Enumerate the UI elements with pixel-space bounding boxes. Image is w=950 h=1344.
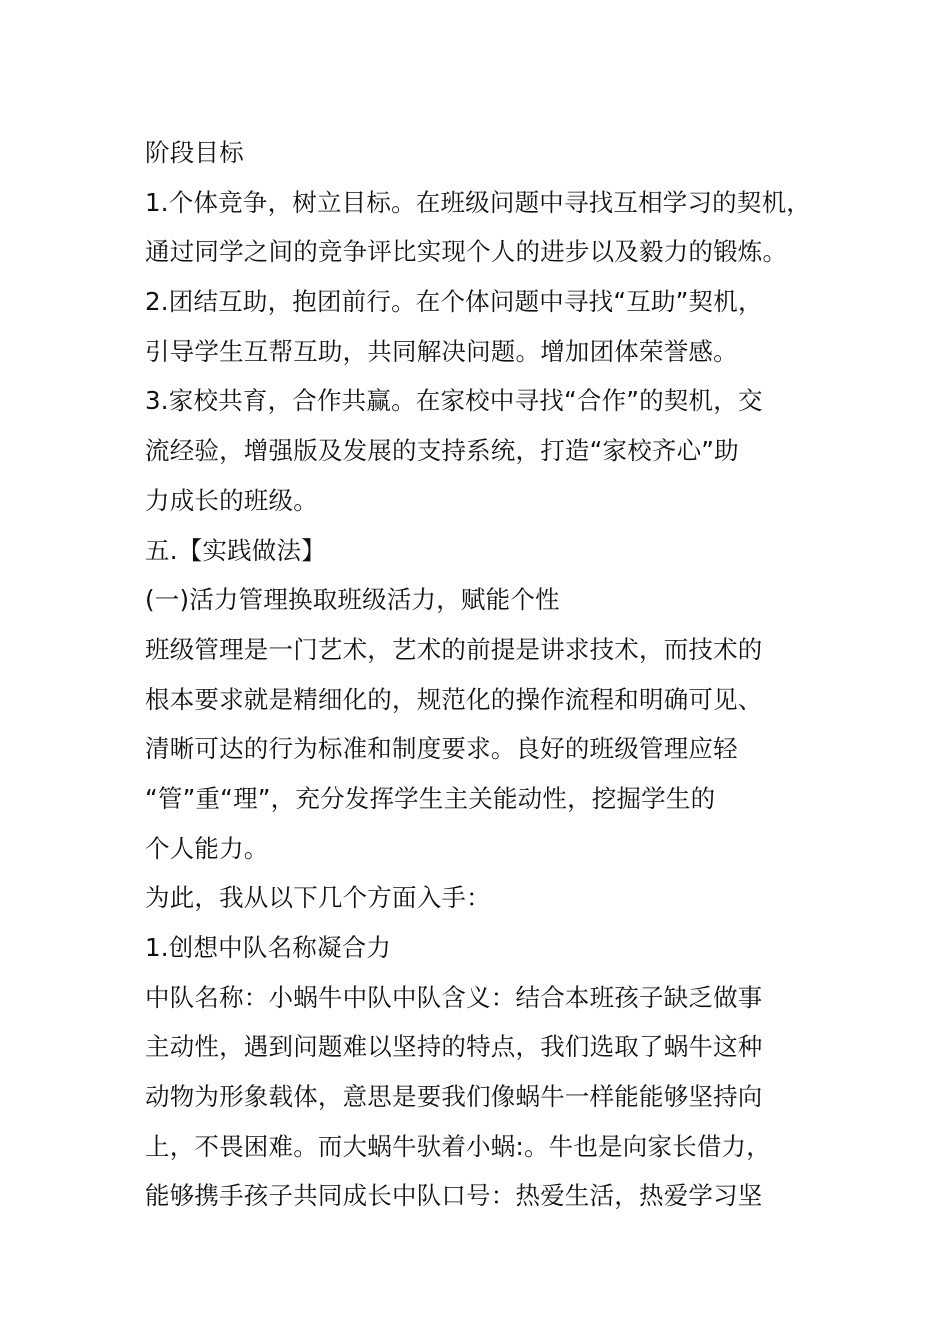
text-line: 引导学生互帮互助，共同解决问题。增加团体荣誉感。 <box>145 336 738 366</box>
text-line: 为此，我从以下几个方面入手： <box>145 883 491 913</box>
text-line: 个人能力。 <box>145 833 269 863</box>
text-line: 中队名称：小蜗牛中队中队含义：结合本班孩子缺乏做事 <box>145 982 763 1012</box>
text-line: 1.个体竞争，树立目标。在班级问题中寻找互相学习的契机， <box>145 187 811 217</box>
text-line: 上，不畏困难。而大蜗牛驮着小蜗:。牛也是向家长借力， <box>145 1131 771 1161</box>
text-line: 清晰可达的行为标准和制度要求。良好的班级管理应轻 <box>145 734 738 764</box>
section-heading: 五.【实践做法】 <box>145 535 326 565</box>
text-line: 动物为形象载体，意思是要我们像蜗牛一样能能够坚持向 <box>145 1082 763 1112</box>
text-line: 流经验，增强版及发展的支持系统，打造“家校齐心”助 <box>145 436 739 466</box>
section-heading: 阶段目标 <box>145 138 244 167</box>
text-line: 力成长的班级。 <box>145 485 318 515</box>
text-line: 3.家校共育，合作共赢。在家校中寻找“合作”的契机，交 <box>145 386 763 416</box>
subsection-heading: 1.创想中队名称凝合力 <box>145 933 392 962</box>
text-line: 通过同学之间的竞争评比实现个人的进步以及毅力的锻炼。 <box>145 237 788 267</box>
text-line: 主动性，遇到问题难以坚持的特点，我们选取了蜗牛这种 <box>145 1032 763 1062</box>
text-line: 根本要求就是精细化的，规范化的操作流程和明确可见、 <box>145 684 763 714</box>
subsection-heading: (一)活力管理换取班级活力，赋能个性 <box>145 585 560 615</box>
text-line: 班级管理是一门艺术，艺术的前提是讲求技术，而技术的 <box>145 634 763 664</box>
document-body <box>145 128 835 1221</box>
text-line: 能够携手孩子共同成长中队口号：热爱生活，热爱学习坚 <box>145 1181 763 1211</box>
text-line: “管”重“理”，充分发挥学生主关能动性，挖掘学生的 <box>145 783 716 813</box>
text-line: 2.团结互助，抱团前行。在个体问题中寻找“互助”契机， <box>145 287 763 317</box>
